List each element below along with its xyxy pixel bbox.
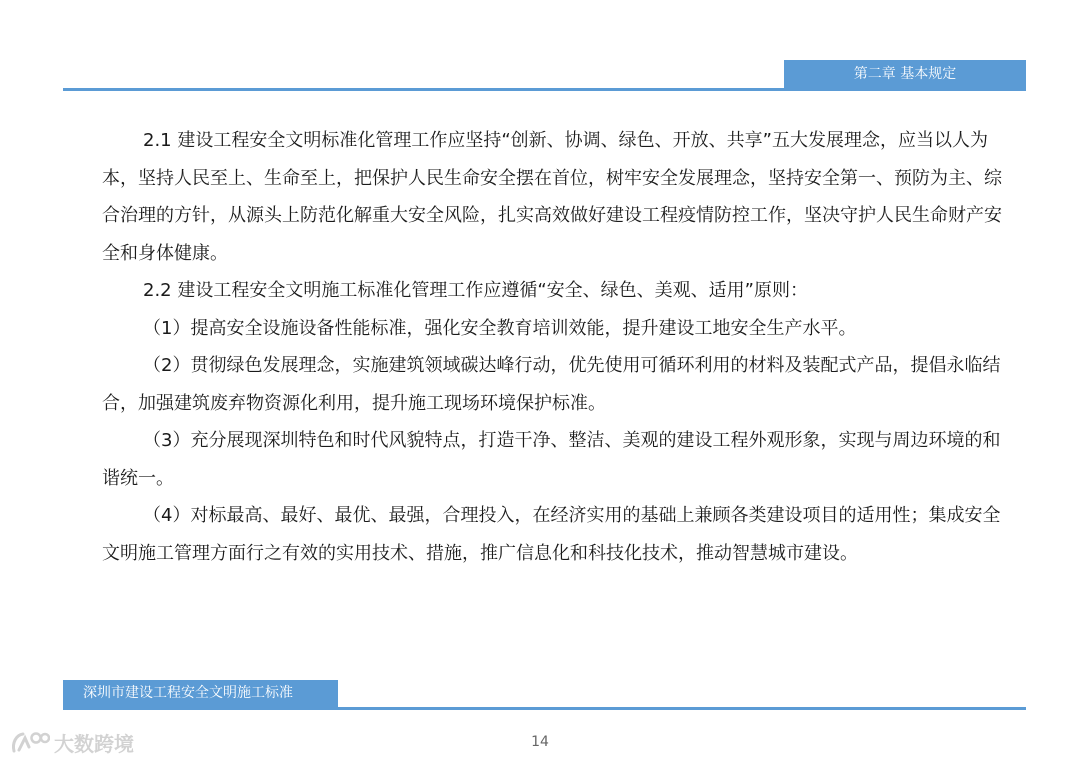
page-number: 14	[531, 734, 549, 750]
footer-divider	[63, 707, 1026, 710]
chapter-header-tab: 第二章 基本规定	[784, 60, 1026, 88]
paragraph-item-2: （2）贯彻绿色发展理念，实施建筑领域碳达峰行动，优先使用可循环利用的材料及装配式产品，提倡永临结合，加强建筑废弃物资源化利用，提升施工现场环境保护标准。	[102, 355, 1001, 414]
paragraph-item-3: （3）充分展现深圳特色和时代风貌特点，打造干净、整洁、美观的建设工程外观形象，实现与周边环境的和谐统一。	[102, 430, 1001, 489]
watermark	[10, 727, 134, 757]
brand-logo-icon	[10, 729, 50, 755]
paragraph-item-4: （4）对标最高、最好、最优、最强，合理投入，在经济实用的基础上兼顾各类建设项目的适用性；集成安全文明施工管理方面行之有效的实用技术、措施，推广信息化和科技化技术，推动智慧城市建设。	[102, 505, 1001, 564]
header-divider	[63, 88, 1026, 91]
watermark-text: 大数跨境	[54, 731, 134, 756]
paragraph-2-1: 2.1 建设工程安全文明标准化管理工作应坚持“创新、协调、绿色、开放、共享”五大发展理念，应当以人为本，坚持人民至上、生命至上，把保护人民生命安全摆在首位，树牢安全发展理念，坚持安全第一、预防为主、综合治理的方针，从源头上防范化解重大安全风险，扎实高效做好建设工程疫情防控工作，坚决守护人民生命财产安全和身体健康。	[102, 130, 1002, 264]
document-body	[102, 122, 1002, 572]
paragraph-2-2: 2.2 建设工程安全文明施工标准化管理工作应遵循“安全、绿色、美观、适用”原则：	[143, 280, 808, 301]
footer-title-tab: 深圳市建设工程安全文明施工标准	[63, 680, 338, 707]
paragraph-item-1: （1）提高安全设施设备性能标准，强化安全教育培训效能，提升建设工地安全生产水平。	[143, 317, 857, 339]
